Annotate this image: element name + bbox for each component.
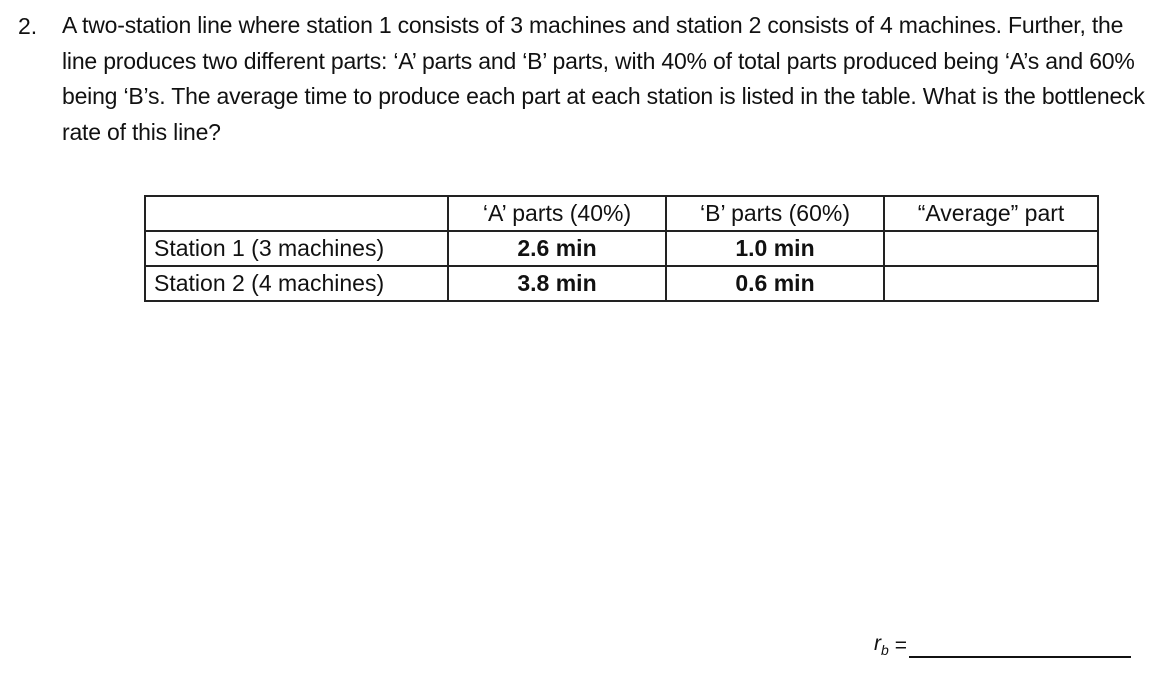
header-average-part: “Average” part <box>884 196 1098 231</box>
table-header-row <box>145 196 1098 231</box>
header-b-parts: ‘B’ parts (60%) <box>666 196 884 231</box>
row-label-station-2: Station 2 (4 machines) <box>145 266 448 301</box>
station-1-b-time: 1.0 min <box>666 231 884 266</box>
question-number: 2. <box>18 13 38 39</box>
table-corner-cell <box>145 196 448 231</box>
answer-symbol: r <box>874 632 881 655</box>
question-text: A two-station line where station 1 consists of 3 machines and station 2 consists of 4 machines. Further, the line produces two different parts: ‘A’ parts and ‘B’ parts, with 40% of total parts produced being ‘A’s and 60% being ‘B’s. The average time to produce each part at each station is listed in the table. What is the bottleneck rate of this line? <box>62 12 1145 145</box>
table-row <box>145 266 1098 301</box>
table-row <box>145 231 1098 266</box>
question-block <box>18 8 1148 150</box>
row-label-station-1: Station 1 (3 machines) <box>145 231 448 266</box>
bottleneck-rate-label <box>874 632 889 658</box>
processing-time-table <box>144 195 1099 302</box>
answer-field <box>874 632 1131 658</box>
station-2-average-cell[interactable] <box>884 266 1098 301</box>
station-2-b-time: 0.6 min <box>666 266 884 301</box>
answer-blank-line[interactable] <box>909 634 1131 658</box>
station-1-a-time: 2.6 min <box>448 231 666 266</box>
station-2-a-time: 3.8 min <box>448 266 666 301</box>
station-1-average-cell[interactable] <box>884 231 1098 266</box>
answer-subscript: b <box>881 642 889 659</box>
answer-equals: = <box>894 634 908 658</box>
header-a-parts: ‘A’ parts (40%) <box>448 196 666 231</box>
